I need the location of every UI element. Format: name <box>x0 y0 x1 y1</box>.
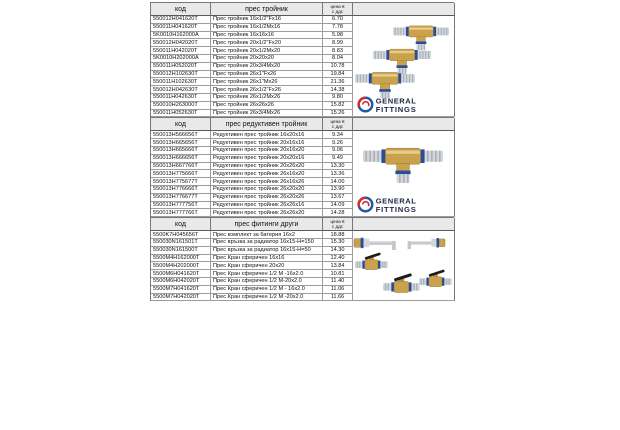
table-cell-code: 550013H777756T <box>151 202 211 210</box>
table-cell-desc: Прес тройник 20x20x20 <box>211 55 323 63</box>
table-cell-price: 15.30 <box>323 239 353 247</box>
table-cell-price: 15.26 <box>323 110 353 118</box>
table-cell-desc: Редуктивен прес тройник 20x26x20 <box>211 163 323 171</box>
table-cell-price: 13.30 <box>323 163 353 171</box>
table-cell-desc: Прес Кран сферичен 1/2 M - 16x2.0 <box>211 286 323 294</box>
table-cell-price: 8.83 <box>323 47 353 55</box>
price-header-line1: цена € <box>330 119 345 125</box>
table-cell-price: 13.67 <box>323 194 353 202</box>
table-cell-price: 14.30 <box>323 247 353 255</box>
table-cell-price: 10.81 <box>323 270 353 278</box>
table-cell-price: 14.38 <box>323 86 353 94</box>
table-cell-desc: Прес Кран сферичен 1/2 M -16x2.0 <box>211 270 323 278</box>
column-header-price <box>323 118 353 131</box>
product-photo-reducing-tee <box>353 131 455 217</box>
table-cell-price: 10.78 <box>323 63 353 71</box>
table-cell-code: 550011H052630T <box>151 110 211 118</box>
general-fittings-logo <box>357 195 439 214</box>
column-header-code: код <box>151 218 211 231</box>
table-cell-code: 550013H566656T <box>151 131 211 139</box>
press-tee-table <box>150 2 454 117</box>
table-cell-price: 11.40 <box>323 278 353 286</box>
logo-text-general: GENERAL <box>375 96 417 106</box>
table-cell-code: 550030N161500T <box>151 247 211 255</box>
reducing-tee-icon <box>353 131 454 193</box>
table-cell-code: 5500M4H202000T <box>151 262 211 270</box>
table-cell-price: 7.78 <box>323 24 353 32</box>
table-cell-code: 550013H665656T <box>151 139 211 147</box>
ball-valve-icon <box>355 252 388 269</box>
table-cell-price: 12.40 <box>323 255 353 263</box>
price-header-line2: с ддс <box>331 224 344 230</box>
table-cell-code: 5500K7H045656T <box>151 231 211 239</box>
table-cell-code: 550012H042630T <box>151 86 211 94</box>
tee-fitting-icon <box>373 49 431 74</box>
table-cell-desc: Прес комплект за батерия 16x2 <box>211 231 323 239</box>
table-cell-price: 11.06 <box>323 286 353 294</box>
photo-column-header <box>353 118 455 131</box>
table-cell-desc: Редуктивен прес тройник 26x26x20 <box>211 209 323 217</box>
table-cell-price: 6.70 <box>323 16 353 24</box>
table-cell-desc: Прес тройник 16x1/2"Fx16 <box>211 16 323 24</box>
logo-text-fittings: FITTINGS <box>375 205 417 215</box>
table-cell-desc: Прес връзка за радиатор 16x15-H=150 <box>211 239 323 247</box>
price-header-line1: цена € <box>330 4 345 9</box>
other-fittings-table <box>150 217 454 301</box>
table-cell-desc: Редуктивен прес тройник 26x26x16 <box>211 202 323 210</box>
table-cell-price: 14.09 <box>323 202 353 210</box>
tee-fittings-icon <box>353 16 454 98</box>
table-cell-desc: Прес тройник 20x1/2"Fx20 <box>211 39 323 47</box>
table-cell-desc: Редуктивен прес тройник 20x20x16 <box>211 155 323 163</box>
table-cell-code: 5500M7H041620T <box>151 286 211 294</box>
table-cell-price: 9.26 <box>323 139 353 147</box>
table-cell-desc: Прес тройник 26x1"Fx26 <box>211 71 323 79</box>
table-cell-price: 18.88 <box>323 231 353 239</box>
table-cell-price: 13.90 <box>323 186 353 194</box>
column-header-price <box>323 3 353 16</box>
table-cell-code: 550013H776666T <box>151 186 211 194</box>
table-cell-code: 5500M6H042020T <box>151 278 211 286</box>
table-cell-code: 5K0010H202000A <box>151 55 211 63</box>
table-cell-code: 550013H667766T <box>151 163 211 171</box>
table-cell-desc: Редуктивен прес тройник 20x16x20 <box>211 147 323 155</box>
table-cell-desc: Прес тройник 20x1/2Mx20 <box>211 47 323 55</box>
table-cell-price: 9.49 <box>323 155 353 163</box>
table-cell-code: 5500M7H042020T <box>151 294 211 302</box>
tee-fitting-icon <box>355 72 415 98</box>
column-header-code: код <box>151 3 211 16</box>
table-cell-desc: Прес тройник 26x26x26 <box>211 102 323 110</box>
table-title-other-fittings: прес фитинги други <box>211 218 323 231</box>
table-cell-price: 13.84 <box>323 262 353 270</box>
table-cell-price: 9.80 <box>323 94 353 102</box>
table-cell-desc: Прес тройник 16x16x16 <box>211 32 323 40</box>
logo-text-general: GENERAL <box>375 196 417 206</box>
table-cell-code: 550011H102630T <box>151 78 211 86</box>
table-cell-desc: Прес връзка за радиатор 16x15-H=50 <box>211 247 323 255</box>
ball-valve-icon <box>419 269 452 286</box>
table-cell-desc: Прес тройник 26x3/4Mx26 <box>211 110 323 118</box>
table-cell-code: 5500M4H162000T <box>151 255 211 263</box>
table-cell-price: 9.06 <box>323 147 353 155</box>
table-cell-code: 550013H775666T <box>151 170 211 178</box>
price-list-sheet <box>150 2 454 301</box>
general-fittings-logo <box>357 95 439 114</box>
table-cell-price: 13.36 <box>323 170 353 178</box>
price-header-line2: с ддс <box>331 124 344 130</box>
radiator-connector-icon <box>354 238 394 250</box>
table-cell-desc: Прес Кран сферичен 16x16 <box>211 255 323 263</box>
table-cell-price: 5.98 <box>323 32 353 40</box>
table-cell-price: 19.84 <box>323 71 353 79</box>
table-cell-code: 550012H042020T <box>151 39 211 47</box>
table-cell-code: 550012H102630T <box>151 71 211 79</box>
table-cell-price: 21.36 <box>323 78 353 86</box>
table-cell-code: 550013H775677T <box>151 178 211 186</box>
table-cell-price: 11.66 <box>323 294 353 302</box>
table-cell-price: 8.04 <box>323 55 353 63</box>
table-cell-desc: Редуктивен прес тройник 20x16x16 <box>211 139 323 147</box>
table-cell-price: 8.99 <box>323 39 353 47</box>
table-cell-desc: Прес Кран сферичен 1/2 M -20x2.0 <box>211 294 323 302</box>
radiator-connector-icon <box>409 238 445 249</box>
table-cell-code: 550011H042630T <box>151 94 211 102</box>
table-cell-code: 550013H777766T <box>151 209 211 217</box>
product-photo-valves-and-connectors <box>353 231 455 301</box>
table-cell-desc: Редуктивен прес тройник 26x20x20 <box>211 186 323 194</box>
table-cell-code: 550030N161501T <box>151 239 211 247</box>
table-cell-desc: Редуктивен прес тройник 26x20x26 <box>211 194 323 202</box>
table-cell-desc: Редуктивен прес тройник 16x20x16 <box>211 131 323 139</box>
table-cell-price: 14.28 <box>323 209 353 217</box>
table-cell-code: 550012H041620T <box>151 16 211 24</box>
table-cell-code: 550010H263000T <box>151 102 211 110</box>
table-cell-price: 14.00 <box>323 178 353 186</box>
table-cell-desc: Прес тройник 26x1/2Mx26 <box>211 94 323 102</box>
column-header-price <box>323 218 353 231</box>
table-title-reducing-tee: прес редуктивен тройник <box>211 118 323 131</box>
table-cell-desc: Прес Кран сферичен 1/2 M-20x2.0 <box>211 278 323 286</box>
valves-connectors-icon <box>353 231 454 301</box>
table-cell-price: 15.82 <box>323 102 353 110</box>
table-cell-desc: Прес тройник 20x3/4Mx20 <box>211 63 323 71</box>
table-cell-code: 550013H666656T <box>151 155 211 163</box>
photo-column-header <box>353 218 455 231</box>
tee-fitting-icon <box>363 149 443 184</box>
table-cell-desc: Прес тройник 16x1/2Mx16 <box>211 24 323 32</box>
table-cell-desc: Прес тройник 26x1"Mx26 <box>211 78 323 86</box>
table-cell-desc: Прес Кран сферичен 20x20 <box>211 262 323 270</box>
table-cell-code: 550011H042020T <box>151 47 211 55</box>
ball-valve-icon <box>383 273 420 292</box>
photo-column-header <box>353 3 455 16</box>
price-header-line1: цена € <box>330 219 345 225</box>
logo-text-fittings: FITTINGS <box>375 105 417 115</box>
tee-fitting-icon <box>393 26 449 50</box>
table-cell-code: 550011H052020T <box>151 63 211 71</box>
table-cell-desc: Редуктивен прес тройник 26x16x26 <box>211 178 323 186</box>
table-cell-code: 550013H665666T <box>151 147 211 155</box>
table-cell-code: 550013H776677T <box>151 194 211 202</box>
price-header-line2: с ддс <box>331 9 344 14</box>
reducing-tee-table <box>150 117 454 217</box>
table-cell-price: 9.34 <box>323 131 353 139</box>
table-title-press-tee: прес тройник <box>211 3 323 16</box>
product-photo-press-tees <box>353 16 455 117</box>
table-cell-desc: Прес тройник 26x1/2"Fx26 <box>211 86 323 94</box>
column-header-code: код <box>151 118 211 131</box>
table-cell-code: 5500M6H041620T <box>151 270 211 278</box>
table-cell-code: 550011H041620T <box>151 24 211 32</box>
table-cell-desc: Редуктивен прес тройник 26x16x20 <box>211 170 323 178</box>
table-cell-code: 5K0010H162000A <box>151 32 211 40</box>
